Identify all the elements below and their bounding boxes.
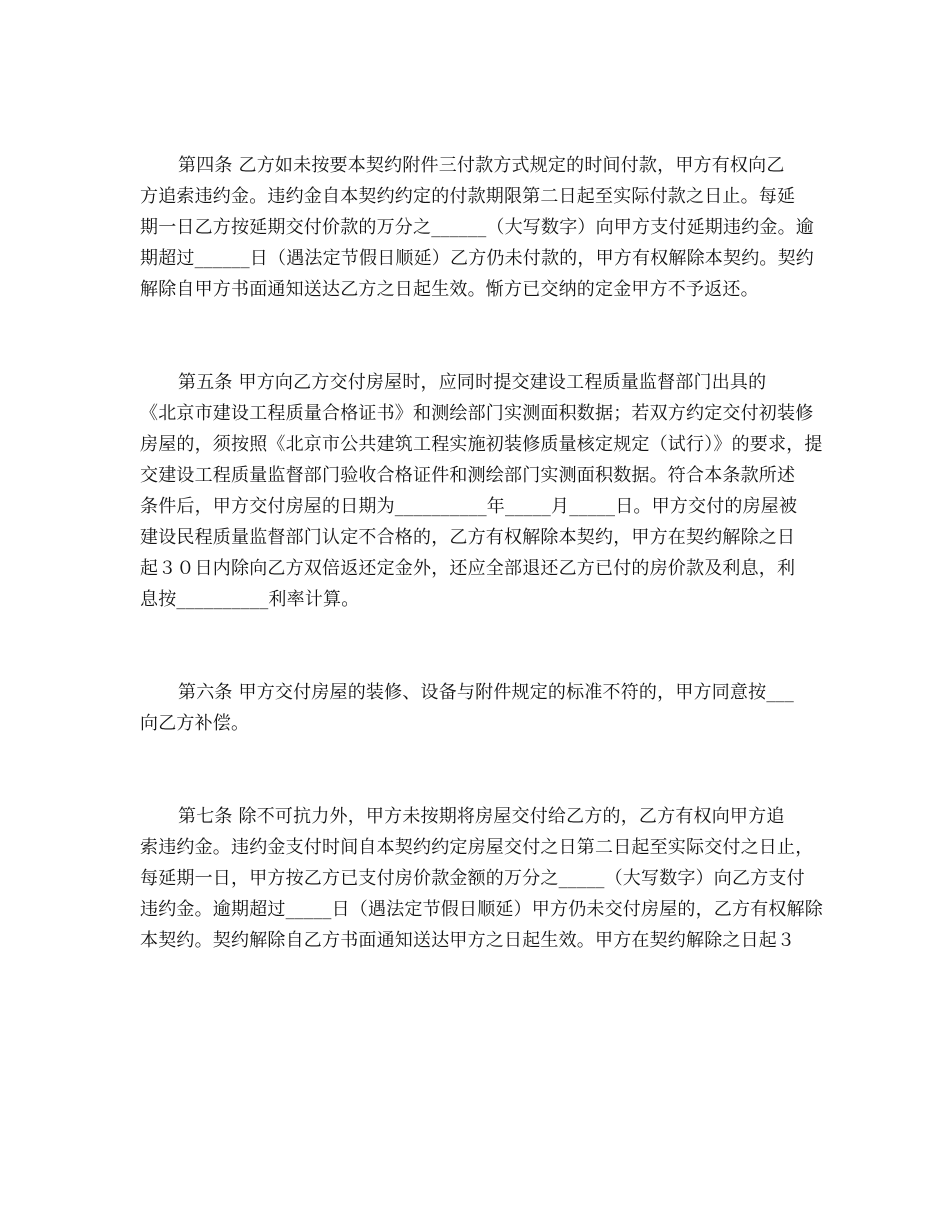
article-6 bbox=[140, 677, 812, 739]
article-5-line-6: 建设民程质量监督部门认定不合格的，乙方有权解除本契约，甲方在契约解除之日 bbox=[140, 527, 796, 548]
article-5-line-3: 房屋的，须按照《北京市公共建筑工程实施初装修质量核定规定（试行）》的要求，提 bbox=[140, 434, 823, 455]
article-5-line-1: 第五条 甲方向乙方交付房屋时，应同时提交建设工程质量监督部门出具的 bbox=[178, 372, 767, 393]
paragraph-gap bbox=[140, 739, 812, 801]
article-5-line-7: 起３０日内除向乙方双倍返还定金外，还应全部退还乙方已付的房价款及利息，利 bbox=[140, 558, 796, 579]
article-7-line-2: 索违约金。违约金支付时间自本契约约定房屋交付之日第二日起至实际交付之日止， bbox=[140, 837, 814, 858]
article-7 bbox=[140, 801, 823, 956]
article-4-line-1: 第四条 乙方如未按要本契约附件三付款方式规定的时间付款，甲方有权向乙 bbox=[178, 155, 785, 176]
article-5-line-8: 息按__________利率计算。 bbox=[140, 589, 360, 610]
article-7-line-1: 第七条 除不可抗力外，甲方未按期将房屋交付给乙方的，乙方有权向甲方追 bbox=[178, 806, 785, 827]
article-4-line-4: 期超过______日（遇法定节假日顺延）乙方仍未付款的，甲方有权解除本契约。契约 bbox=[140, 248, 814, 269]
article-4-line-2: 方追索违约金。违约金自本契约约定的付款期限第二日起至实际付款之日止。每延 bbox=[140, 186, 796, 207]
article-6-line-2: 向乙方补偿。 bbox=[140, 713, 250, 734]
article-5-line-4: 交建设工程质量监督部门验收合格证件和测绘部门实测面积数据。符合本条款所述 bbox=[140, 465, 796, 486]
article-4-line-5: 解除自甲方书面通知送达乙方之日起生效。惭方已交纳的定金甲方不予返还。 bbox=[140, 279, 759, 300]
article-4-line-3: 期一日乙方按延期交付价款的万分之______（大写数字）向甲方支付延期违约金。逾 bbox=[140, 217, 814, 238]
article-7-line-3: 每延期一日，甲方按乙方已支付房价款金额的万分之_____（大写数字）向乙方支付 bbox=[140, 868, 805, 889]
article-5-line-2: 《北京市建设工程质量合格证书》和测绘部门实测面积数据；若双方约定交付初装修 bbox=[140, 403, 814, 424]
article-7-line-4: 违约金。逾期超过_____日（遇法定节假日顺延）甲方仍未交付房屋的，乙方有权解除 bbox=[140, 899, 823, 920]
document-page bbox=[140, 150, 823, 956]
article-5 bbox=[140, 367, 823, 615]
article-4 bbox=[140, 150, 812, 305]
article-7-line-5: 本契约。契约解除自乙方书面通知送达甲方之日起生效。甲方在契约解除之日起３ bbox=[140, 930, 796, 951]
article-5-line-5: 条件后，甲方交付房屋的日期为__________年_____月_____日。甲方交付的房屋被 bbox=[140, 496, 798, 517]
article-6-line-1: 第六条 甲方交付房屋的装修、设备与附件规定的标准不符的，甲方同意按___ bbox=[178, 682, 794, 703]
paragraph-gap bbox=[140, 305, 812, 367]
paragraph-gap bbox=[140, 615, 812, 677]
